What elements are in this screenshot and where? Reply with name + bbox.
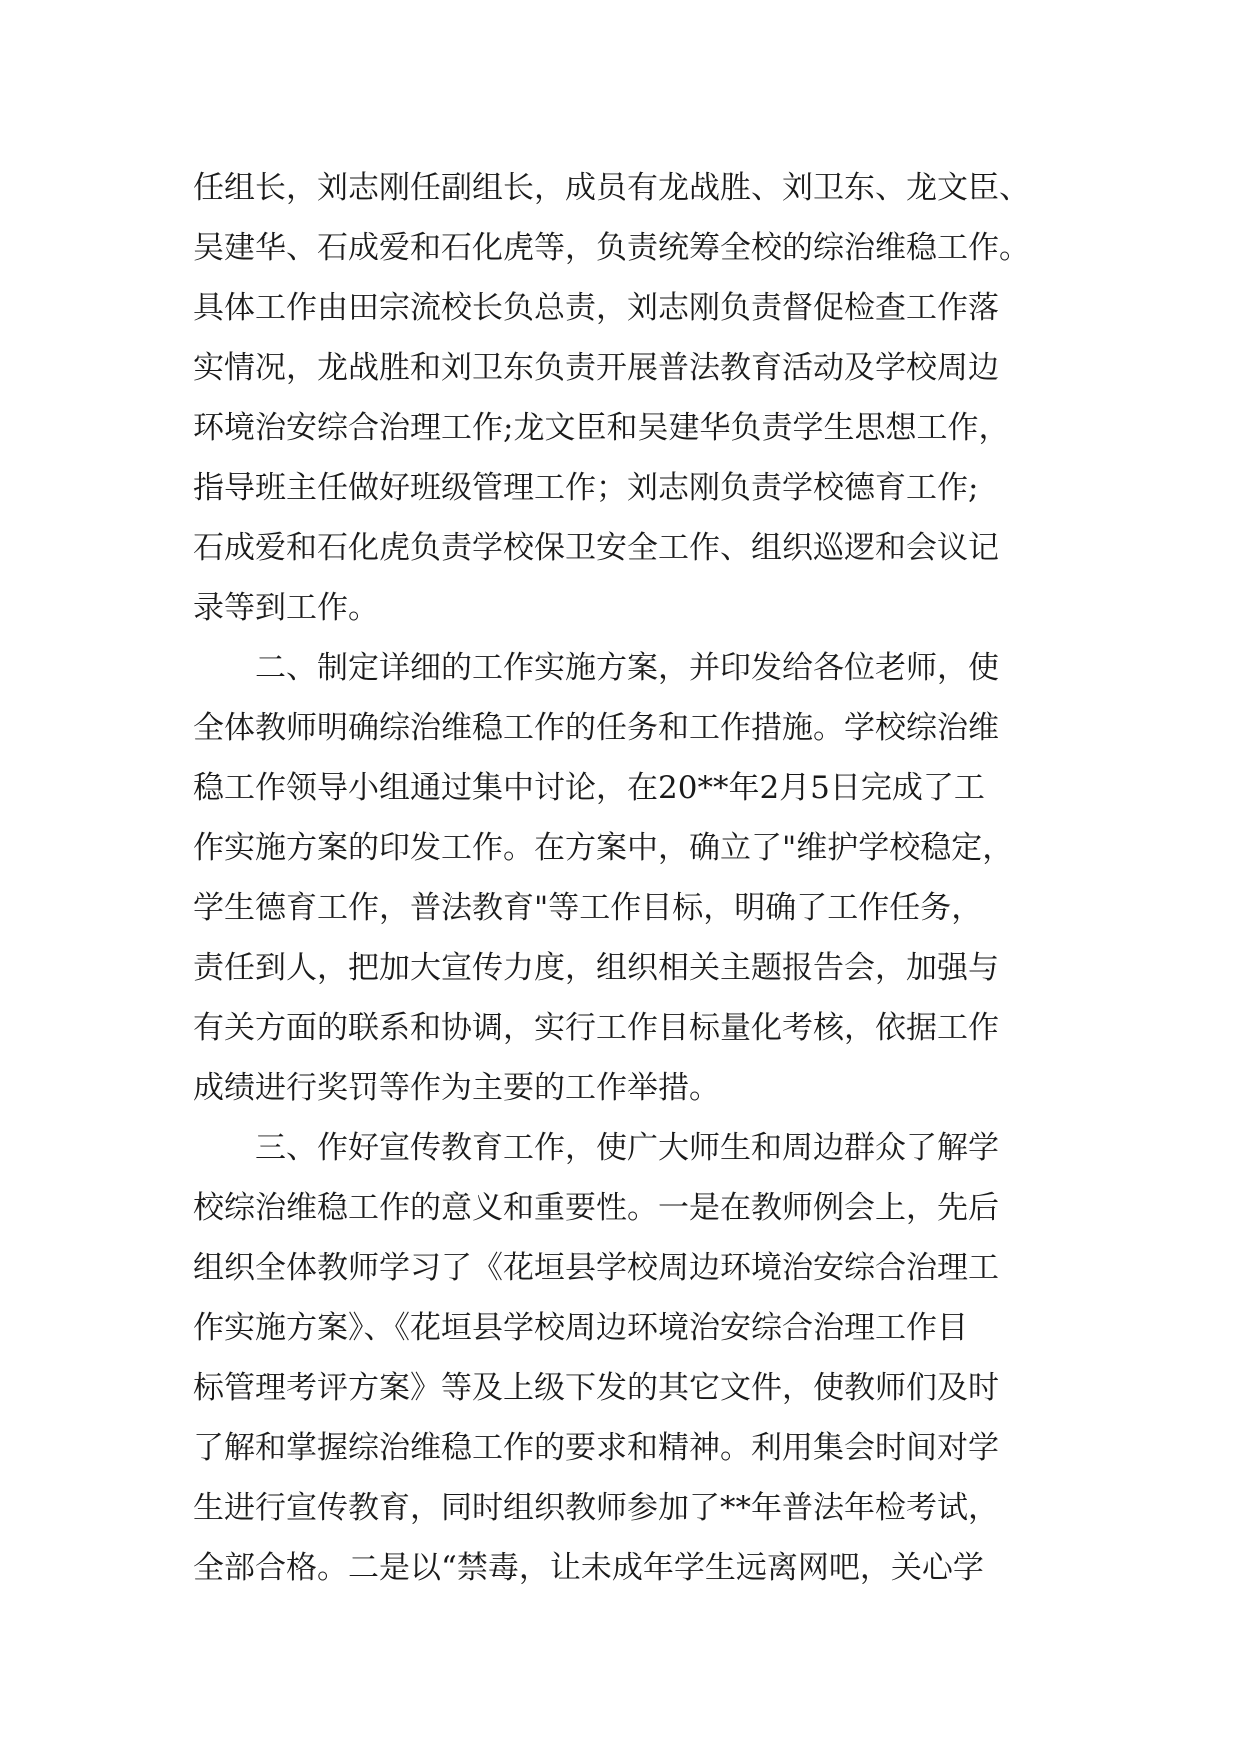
text-line: 组织全体教师学习了《花垣县学校周边环境治安综合治理工 [193, 1250, 999, 1286]
text-line: 生进行宣传教育，同时组织教师参加了**年普法年检考试， [193, 1490, 999, 1526]
text-line: 吴建华、石成爱和石化虎等，负责统筹全校的综治维稳工作。 [193, 230, 1030, 266]
text-line: 石成爱和石化虎负责学校保卫安全工作、组织巡逻和会议记 [193, 530, 999, 566]
text-line: 标管理考评方案》等及上级下发的其它文件，使教师们及时 [193, 1370, 999, 1406]
text-line: 稳工作领导小组通过集中讨论，在20**年2月5日完成了工 [193, 770, 985, 806]
text-line: 责任到人，把加大宣传力度，组织相关主题报告会，加强与 [193, 950, 999, 986]
text-line: 学生德育工作，普法教育"等工作目标，明确了工作任务， [193, 890, 983, 926]
text-line: 全部合格。二是以“禁毒，让未成年学生远离网吧，关心学 [193, 1550, 984, 1586]
paragraph-publicity-education [193, 1118, 1063, 1598]
text-line: 了解和掌握综治维稳工作的要求和精神。利用集会时间对学 [193, 1430, 999, 1466]
text-line: 具体工作由田宗流校长负总责，刘志刚负责督促检查工作落 [193, 290, 999, 326]
text-line: 录等到工作。 [193, 590, 379, 626]
text-line: 作实施方案》、《花垣县学校周边环境治安综合治理工作目 [193, 1310, 968, 1346]
text-line: 全体教师明确综治维稳工作的任务和工作措施。学校综治维 [193, 710, 999, 746]
text-line: 作实施方案的印发工作。在方案中，确立了"维护学校稳定， [193, 830, 1014, 866]
paragraph-leadership-group [193, 158, 1063, 638]
text-line: 指导班主任做好班级管理工作；刘志刚负责学校德育工作; [193, 470, 979, 506]
text-line: 实情况，龙战胜和刘卫东负责开展普法教育活动及学校周边 [193, 350, 999, 386]
paragraph-implementation-plan [193, 638, 1063, 1118]
text-line: 三、作好宣传教育工作，使广大师生和周边群众了解学 [255, 1130, 999, 1166]
text-line: 环境治安综合治理工作;龙文臣和吴建华负责学生思想工作， [193, 410, 1010, 446]
text-line: 任组长，刘志刚任副组长，成员有龙战胜、刘卫东、龙文臣、 [193, 170, 1030, 206]
text-line: 校综治维稳工作的意义和重要性。一是在教师例会上，先后 [193, 1190, 999, 1226]
text-line: 二、制定详细的工作实施方案，并印发给各位老师，使 [255, 650, 999, 686]
body-text [193, 158, 1063, 1598]
text-line: 成绩进行奖罚等作为主要的工作举措。 [193, 1070, 720, 1106]
text-line: 有关方面的联系和协调，实行工作目标量化考核，依据工作 [193, 1010, 999, 1046]
